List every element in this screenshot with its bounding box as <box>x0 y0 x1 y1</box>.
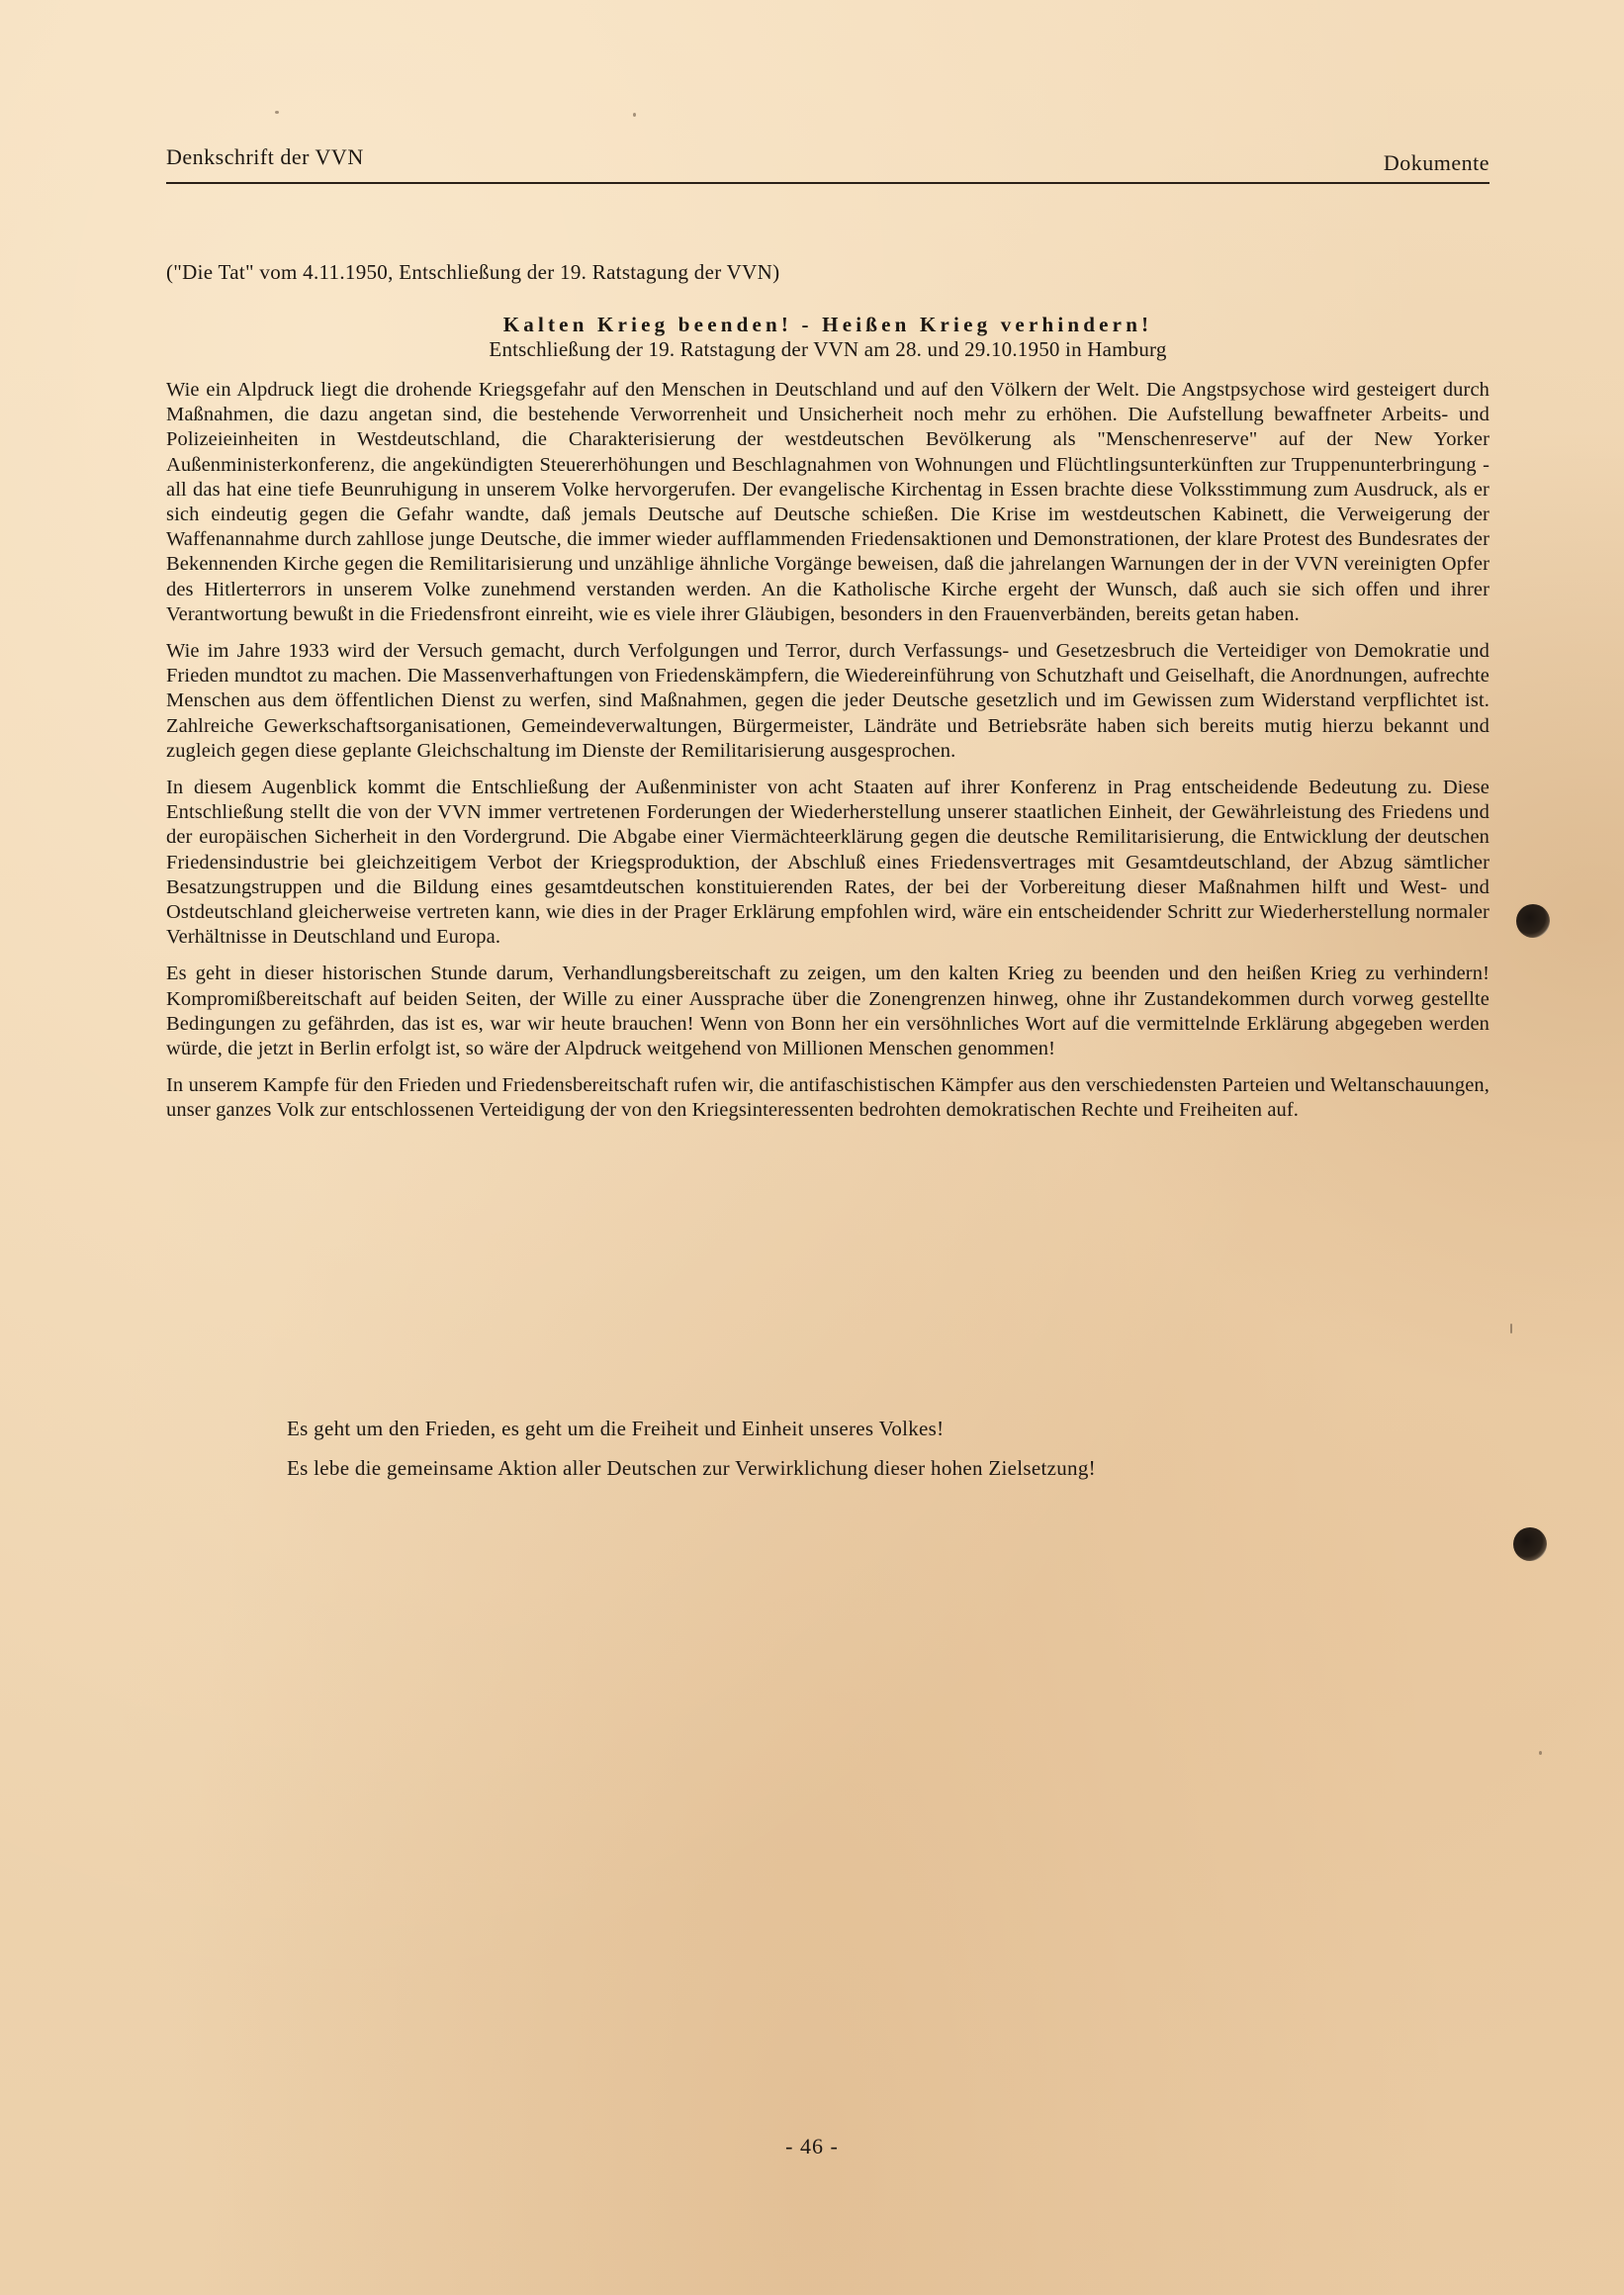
paragraph: In unserem Kampfe für den Frieden und Friedensbereitschaft rufen wir, die antifaschistischen Kämpfer aus den verschiedensten Parteien und Weltanschauungen, unser ganzes Volk zur entschlossenen Verteidigung der von den Kriegsinteressenten bedrohten demokratischen Rechte und Freiheiten auf. <box>166 1074 1489 1122</box>
paper-speck <box>1539 1751 1542 1755</box>
paper-speck <box>275 111 279 114</box>
closing-slogans <box>287 1409 1096 1488</box>
paragraph: Es geht in dieser historischen Stunde darum, Verhandlungsbereitschaft zu zeigen, um den kalten Krieg zu beenden und den heißen Krieg zu verhindern! Kompromißbereitschaft auf beiden Seiten, der Wille zu einer Aussprache über die Zonengrenzen hinweg, ohne ihr Zustandekommen durch vorweg gestellte Bedingungen zu gefährden, das ist es, war wir heute brauchen! Wenn von Bonn her ein versöhnliches Wort auf die vermittelnde Erklärung abgegeben werden würde, die jetzt in Berlin erfolgt ist, so wäre der Alpdruck weitgehend von Millionen Menschen genommen! <box>166 963 1489 1060</box>
header-rule <box>166 182 1489 184</box>
header-title: Denkschrift der VVN <box>166 144 364 169</box>
paragraph: Wie ein Alpdruck liegt die drohende Kriegsgefahr auf den Menschen in Deutschland und auf den Völkern der Welt. Die Angstpsychose wird gesteigert durch Maßnahmen, die dazu angetan sind, die bestehende Verworrenheit und Unsicherheit noch mehr zu erhöhen. Die Aufstellung bewaffneter Arbeits- und Polizeieinheiten in Westdeutschland, die Charakterisierung der westdeutschen Bevölkerung als "Menschenreserve" auf der New Yorker Außenministerkonferenz, die angekündigten Steuererhöhungen und Beschlagnahmen von Wohnungen und Flüchtlingsunterkünften zur Truppenunterbringung - all das hat eine tiefe Beunruhigung in unserem Volke hervorgerufen. Der evangelische Kirchentag in Essen brachte diese Volksstimmung zum Ausdruck, als er sich eindeutig gegen die Gefahr wandte, daß jemals Deutsche auf Deutsche schießen. Die Krise im westdeutschen Kabinett, die Verweigerung der Waffenannahme durch zahllose junge Deutsche, die immer wieder aufflammenden Friedensaktionen und Demonstrationen, der klare Protest des Bundesrates der Bekennenden Kirche gegen die Remilitarisierung und unzählige ähnliche Vorgänge beweisen, daß die jahrelangen Warnungen der in der VVN vereinigten Opfer des Hitlerterrors in unserem Volke zunehmend verstanden werden. An die Katholische Kirche ergeht der Wunsch, daß auch sie sich offen und ihrer Verantwortung bewußt in die Friedensfront einreiht, wie es viele ihrer Gläubigen, besonders in den Frauenverbänden, bereits getan haben. <box>166 379 1489 625</box>
resolution-subtitle: Entschließung der 19. Ratstagung der VVN am 28. und 29.10.1950 in Hamburg <box>489 337 1167 361</box>
resolution-title-block <box>166 312 1489 361</box>
header-section: Dokumente <box>1383 150 1489 175</box>
page-header <box>166 144 1489 184</box>
closing-slogan: Es lebe die gemeinsame Aktion aller Deutschen zur Verwirklichung dieser hohen Zielsetzung! <box>287 1456 1096 1480</box>
closing-slogan: Es geht um den Frieden, es geht um die Freiheit und Einheit unseres Volkes! <box>287 1417 945 1440</box>
punch-hole <box>1513 1527 1547 1561</box>
body-text <box>166 378 1489 1136</box>
source-citation: ("Die Tat" vom 4.11.1950, Entschließung der 19. Ratstagung der VVN) <box>166 260 780 284</box>
paragraph: Wie im Jahre 1933 wird der Versuch gemacht, durch Verfolgungen und Terror, durch Verfassungs- und Gesetzesbruch die Verteidiger von Demokratie und Frieden mundtot zu machen. Die Massenverhaftungen von Friedenskämpfern, die Wiedereinführung von Schutzhaft und Geiselhaft, die Anordnungen, aufrechte Menschen aus dem öffentlichen Dienst zu werfen, sind Maßnahmen, gegen die jeder Deutsche gesetzlich und im Gewissen zum Widerstand verpflichtet ist. Zahlreiche Gewerkschaftsorganisationen, Gemeindeverwaltungen, Bürgermeister, Ländräte und Betriebsräte haben sich bereits mutig hierzu bekannt und zugleich gegen diese geplante Gleichschaltung im Dienste der Remilitarisierung ausgesprochen. <box>166 640 1489 762</box>
paragraph: In diesem Augenblick kommt die Entschließung der Außenminister von acht Staaten auf ihrer Konferenz in Prag entscheidende Bedeutung zu. Diese Entschließung stellt die von der VVN immer vertretenen Forderungen der Wiederherstellung unserer staatlichen Einheit, der Gewährleistung des Friedens und der europäischen Sicherheit in den Vordergrund. Die Abgabe einer Viermächteerklärung gegen die deutsche Remilitarisierung, die Entwicklung der deutschen Friedensindustrie bei gleichzeitigem Verbot der Kriegsproduktion, der Abschluß eines Friedensvertrages mit Gesamtdeutschland, der Abzug sämtlicher Besatzungstruppen und die Bildung eines gesamtdeutschen konstituierenden Rates, der bei der Vorbereitung dieser Maßnahmen hilft und West- und Ostdeutschland gleicherweise vertreten kann, wie dies in der Prager Erklärung empfohlen wird, wäre ein entscheidender Schritt zur Wiederherstellung normaler Verhältnisse in Deutschland und Europa. <box>166 777 1489 949</box>
punch-hole <box>1516 904 1550 938</box>
page-number: - 46 - <box>785 2134 839 2158</box>
paper-speck <box>633 113 636 117</box>
resolution-title: Kalten Krieg beenden! - Heißen Krieg verhindern! <box>502 313 1153 336</box>
paper-speck <box>1510 1324 1512 1333</box>
